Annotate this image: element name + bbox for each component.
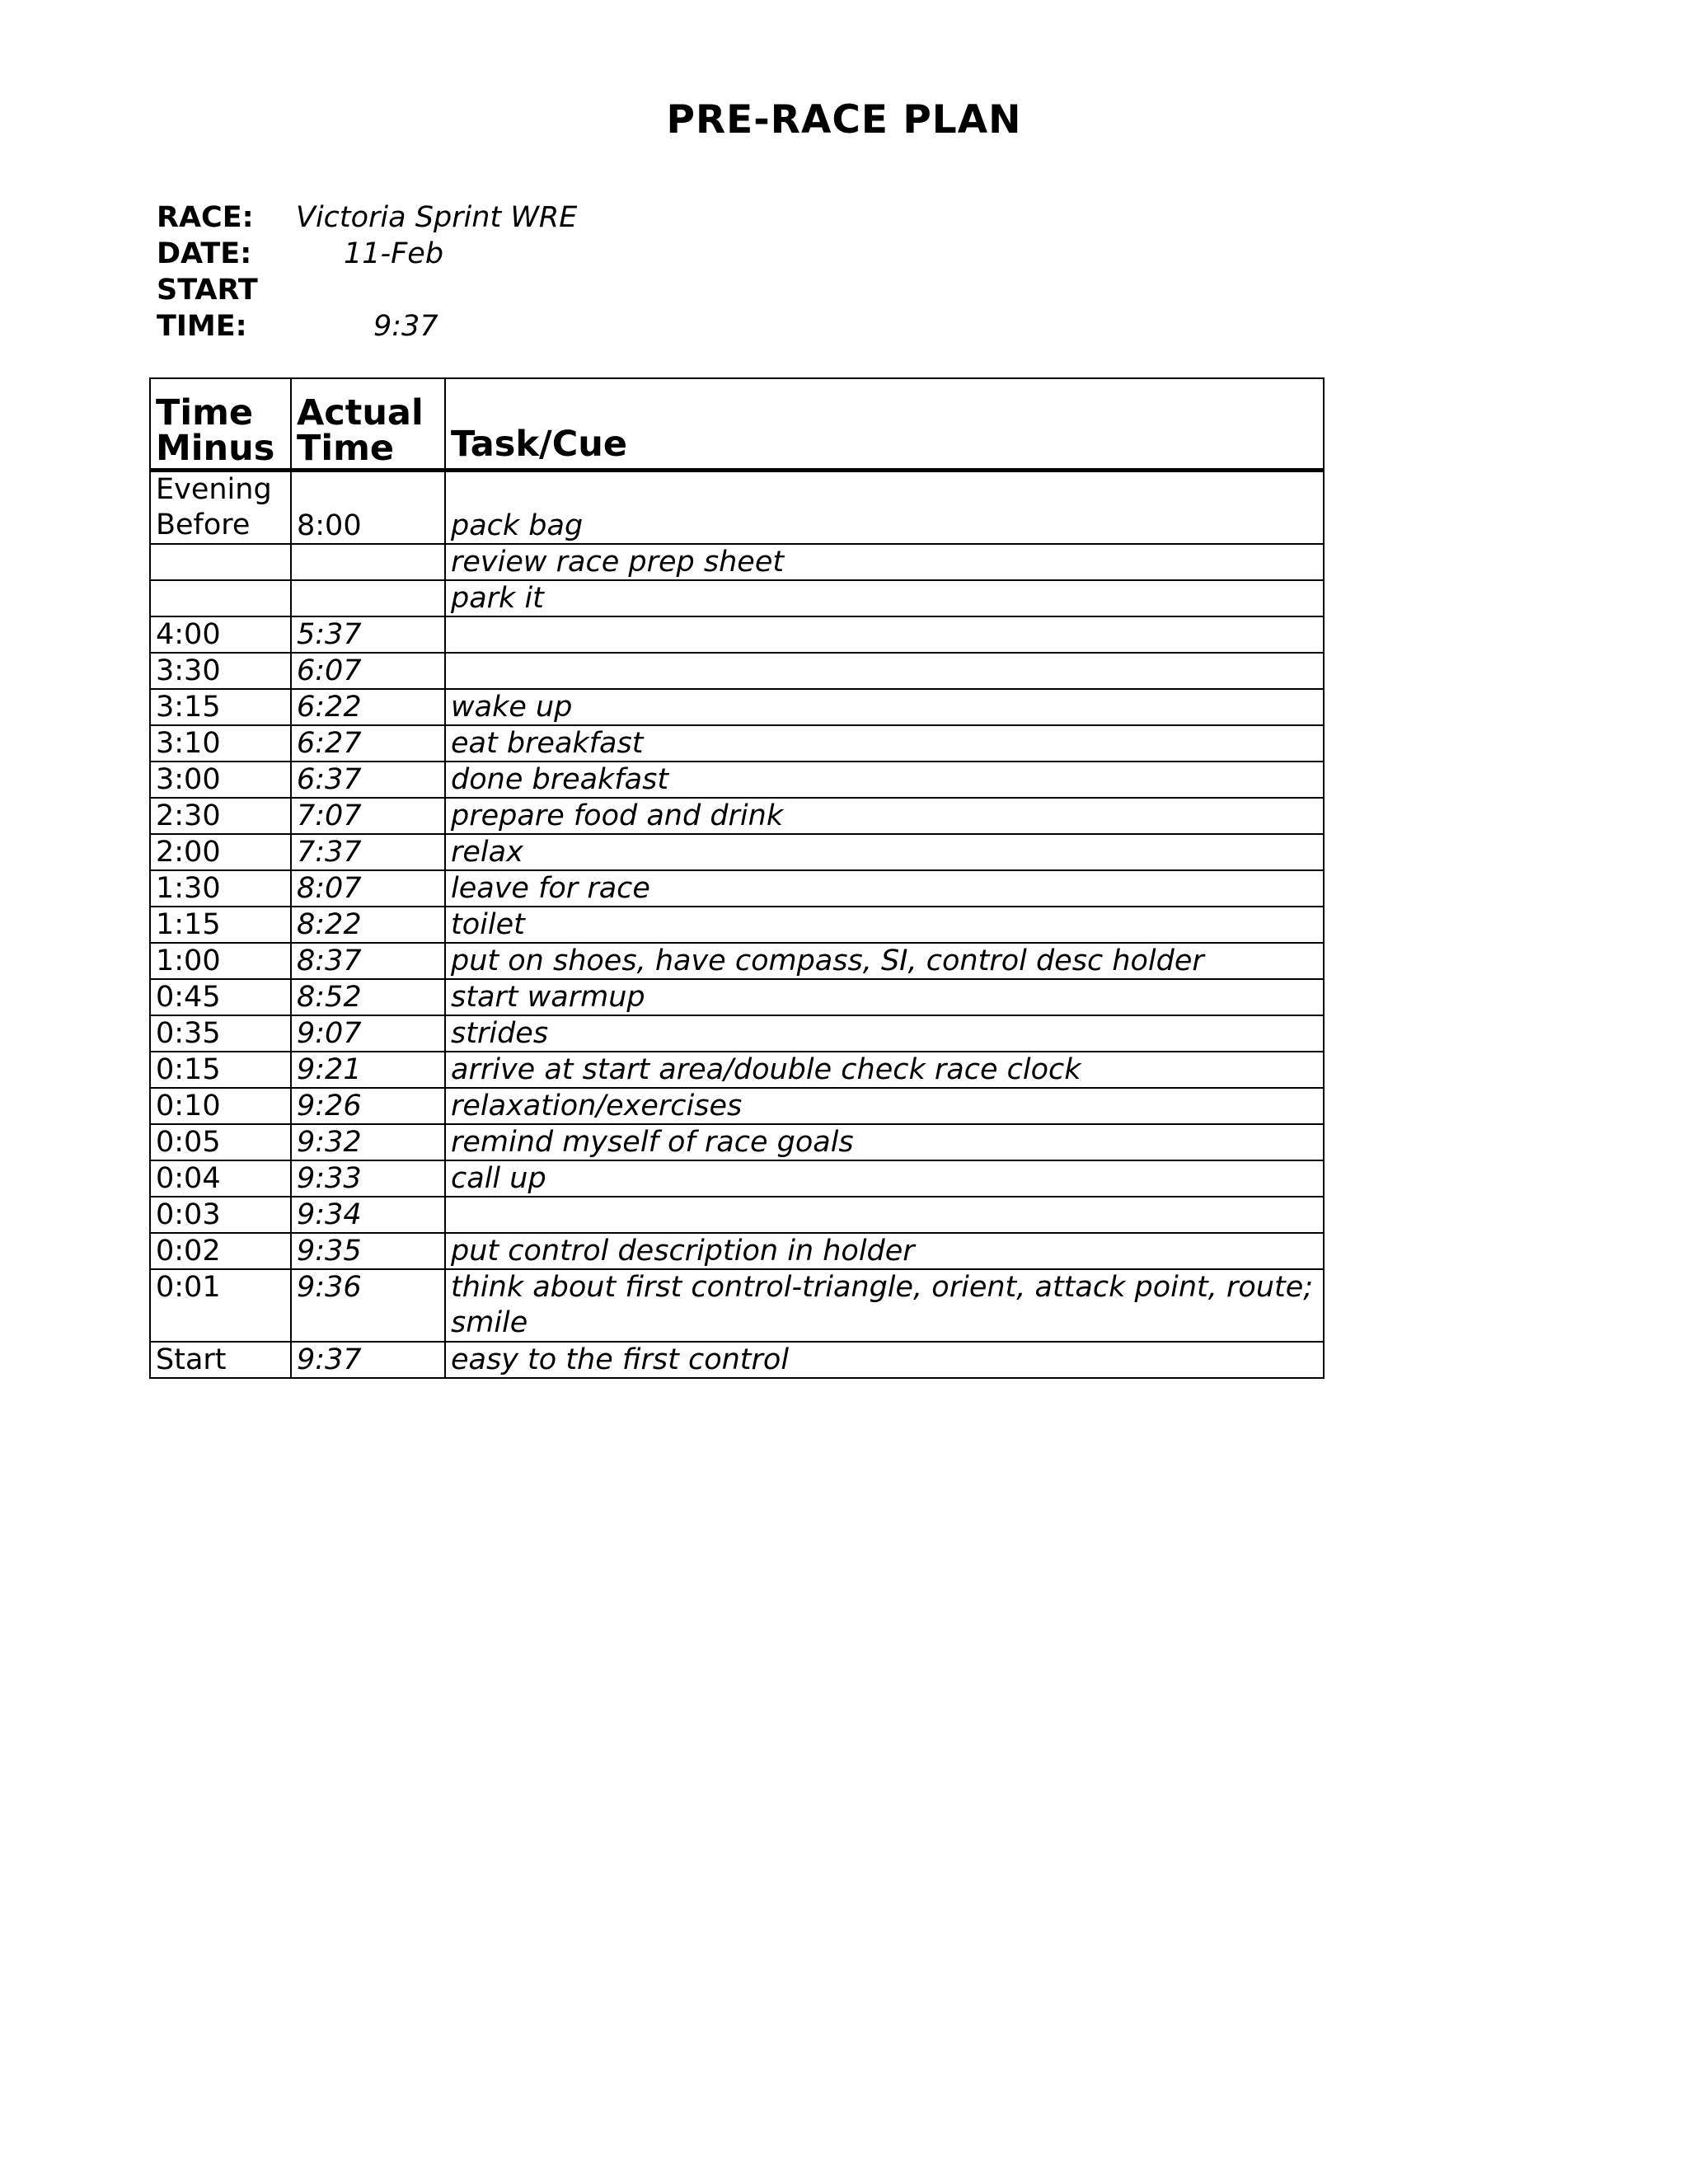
- header-time-minus-line2: Minus: [156, 428, 275, 469]
- task-cell: start warmup: [445, 979, 1324, 1015]
- task-cell: relax: [445, 834, 1324, 870]
- header-actual-time-line2: Time: [297, 428, 395, 469]
- time-minus-cell: 0:45: [150, 979, 291, 1015]
- task-cell: park it: [445, 580, 1324, 616]
- task-cell: wake up: [445, 689, 1324, 725]
- time-minus-cell: 4:00: [150, 616, 291, 653]
- actual-time-cell: 9:35: [291, 1233, 445, 1269]
- start-label: START: [157, 274, 258, 307]
- task-cell: call up: [445, 1160, 1324, 1197]
- time-minus-cell: 0:05: [150, 1124, 291, 1160]
- page-title: PRE-RACE PLAN: [666, 97, 1022, 143]
- task-line2: smile: [451, 1306, 528, 1339]
- date-label: DATE:: [157, 237, 252, 270]
- time-minus-cell: 0:04: [150, 1160, 291, 1197]
- time-minus-cell: 0:35: [150, 1015, 291, 1052]
- task-cell: toilet: [445, 907, 1324, 943]
- table-row: [150, 725, 1324, 762]
- actual-time-cell: 9:07: [291, 1015, 445, 1052]
- table-row: [150, 762, 1324, 798]
- table-row: [150, 471, 1324, 545]
- race-row: [157, 199, 734, 236]
- table-row: [150, 1124, 1324, 1160]
- race-label: RACE:: [157, 201, 254, 234]
- start-time-value: 9:37: [373, 310, 438, 343]
- task-cell: arrive at start area/double check race clock: [445, 1052, 1324, 1088]
- header-actual-time: [291, 378, 445, 471]
- table-row: [150, 653, 1324, 689]
- task-cell: leave for race: [445, 870, 1324, 907]
- table-row: [150, 943, 1324, 979]
- header-time-minus: [150, 378, 291, 471]
- actual-time-cell: [291, 580, 445, 616]
- table-header-row: [150, 378, 1324, 471]
- actual-time-cell: 6:07: [291, 653, 445, 689]
- time-minus-cell: 1:30: [150, 870, 291, 907]
- actual-time-cell: 9:33: [291, 1160, 445, 1197]
- header-actual-time-line1: Actual: [297, 392, 424, 434]
- time-minus-cell: 1:00: [150, 943, 291, 979]
- task-cell: [445, 616, 1324, 653]
- race-value: Victoria Sprint WRE: [296, 201, 578, 234]
- actual-time-cell: 9:26: [291, 1088, 445, 1124]
- task-cell: easy to the first control: [445, 1342, 1324, 1378]
- race-info: [157, 199, 734, 344]
- time-minus-cell: 3:15: [150, 689, 291, 725]
- actual-time-cell: 6:27: [291, 725, 445, 762]
- actual-time-cell: 8:37: [291, 943, 445, 979]
- time-row: [157, 308, 734, 344]
- header-time-minus-line1: Time: [156, 392, 254, 434]
- task-cell: put control description in holder: [445, 1233, 1324, 1269]
- task-cell: strides: [445, 1015, 1324, 1052]
- table-row: [150, 979, 1324, 1015]
- task-line1: think about first control-triangle, orient, attack point, route;: [451, 1271, 1314, 1304]
- time-minus-cell: 3:10: [150, 725, 291, 762]
- task-cell: relaxation/exercises: [445, 1088, 1324, 1124]
- actual-time-cell: 9:37: [291, 1342, 445, 1378]
- table-row: [150, 1233, 1324, 1269]
- table-row: [150, 616, 1324, 653]
- actual-time-cell: 9:36: [291, 1269, 445, 1342]
- actual-time-cell: 6:37: [291, 762, 445, 798]
- task-cell: [445, 653, 1324, 689]
- actual-time-cell: 8:00: [291, 471, 445, 545]
- task-cell: prepare food and drink: [445, 798, 1324, 834]
- time-minus-cell: 0:01: [150, 1269, 291, 1342]
- table-row: [150, 1342, 1324, 1378]
- task-cell: put on shoes, have compass, SI, control desc holder: [445, 943, 1324, 979]
- task-cell: pack bag: [445, 471, 1324, 545]
- actual-time-cell: 8:52: [291, 979, 445, 1015]
- table-row: [150, 1269, 1324, 1342]
- time-minus-cell: 0:15: [150, 1052, 291, 1088]
- table-row: [150, 1052, 1324, 1088]
- time-minus-cell: 0:02: [150, 1233, 291, 1269]
- task-cell: eat breakfast: [445, 725, 1324, 762]
- table-row: [150, 689, 1324, 725]
- time-minus-line2: Before: [156, 509, 251, 541]
- time-minus-cell: 0:03: [150, 1197, 291, 1233]
- date-value: 11-Feb: [344, 237, 444, 270]
- task-cell: done breakfast: [445, 762, 1324, 798]
- time-minus-cell: [150, 544, 291, 580]
- time-minus-cell: [150, 471, 291, 545]
- time-minus-cell: Start: [150, 1342, 291, 1378]
- task-cell: [445, 1197, 1324, 1233]
- time-minus-cell: 1:15: [150, 907, 291, 943]
- table-row: [150, 798, 1324, 834]
- table-row: [150, 1088, 1324, 1124]
- time-minus-cell: 3:00: [150, 762, 291, 798]
- actual-time-cell: 8:22: [291, 907, 445, 943]
- actual-time-cell: 9:34: [291, 1197, 445, 1233]
- actual-time-cell: 7:07: [291, 798, 445, 834]
- header-task-cue: Task/Cue: [445, 378, 1324, 471]
- table-row: [150, 1197, 1324, 1233]
- actual-time-cell: 6:22: [291, 689, 445, 725]
- table-row: [150, 544, 1324, 580]
- time-minus-cell: 2:00: [150, 834, 291, 870]
- table-row: [150, 1160, 1324, 1197]
- actual-time-cell: 5:37: [291, 616, 445, 653]
- actual-time-cell: 8:07: [291, 870, 445, 907]
- date-row: [157, 236, 734, 272]
- time-label: TIME:: [157, 310, 247, 343]
- pre-race-plan-table: [149, 377, 1325, 1379]
- table-row: [150, 870, 1324, 907]
- table-row: [150, 834, 1324, 870]
- table-row: [150, 907, 1324, 943]
- task-cell: [445, 1269, 1324, 1342]
- table-row: [150, 1015, 1324, 1052]
- start-row: [157, 272, 734, 308]
- task-cell: review race prep sheet: [445, 544, 1324, 580]
- time-minus-cell: 3:30: [150, 653, 291, 689]
- actual-time-cell: 7:37: [291, 834, 445, 870]
- task-cell: remind myself of race goals: [445, 1124, 1324, 1160]
- time-minus-cell: 2:30: [150, 798, 291, 834]
- time-minus-cell: 0:10: [150, 1088, 291, 1124]
- actual-time-cell: [291, 544, 445, 580]
- time-minus-cell: [150, 580, 291, 616]
- actual-time-cell: 9:32: [291, 1124, 445, 1160]
- actual-time-cell: 9:21: [291, 1052, 445, 1088]
- table-row: [150, 580, 1324, 616]
- time-minus-line1: Evening: [156, 473, 272, 506]
